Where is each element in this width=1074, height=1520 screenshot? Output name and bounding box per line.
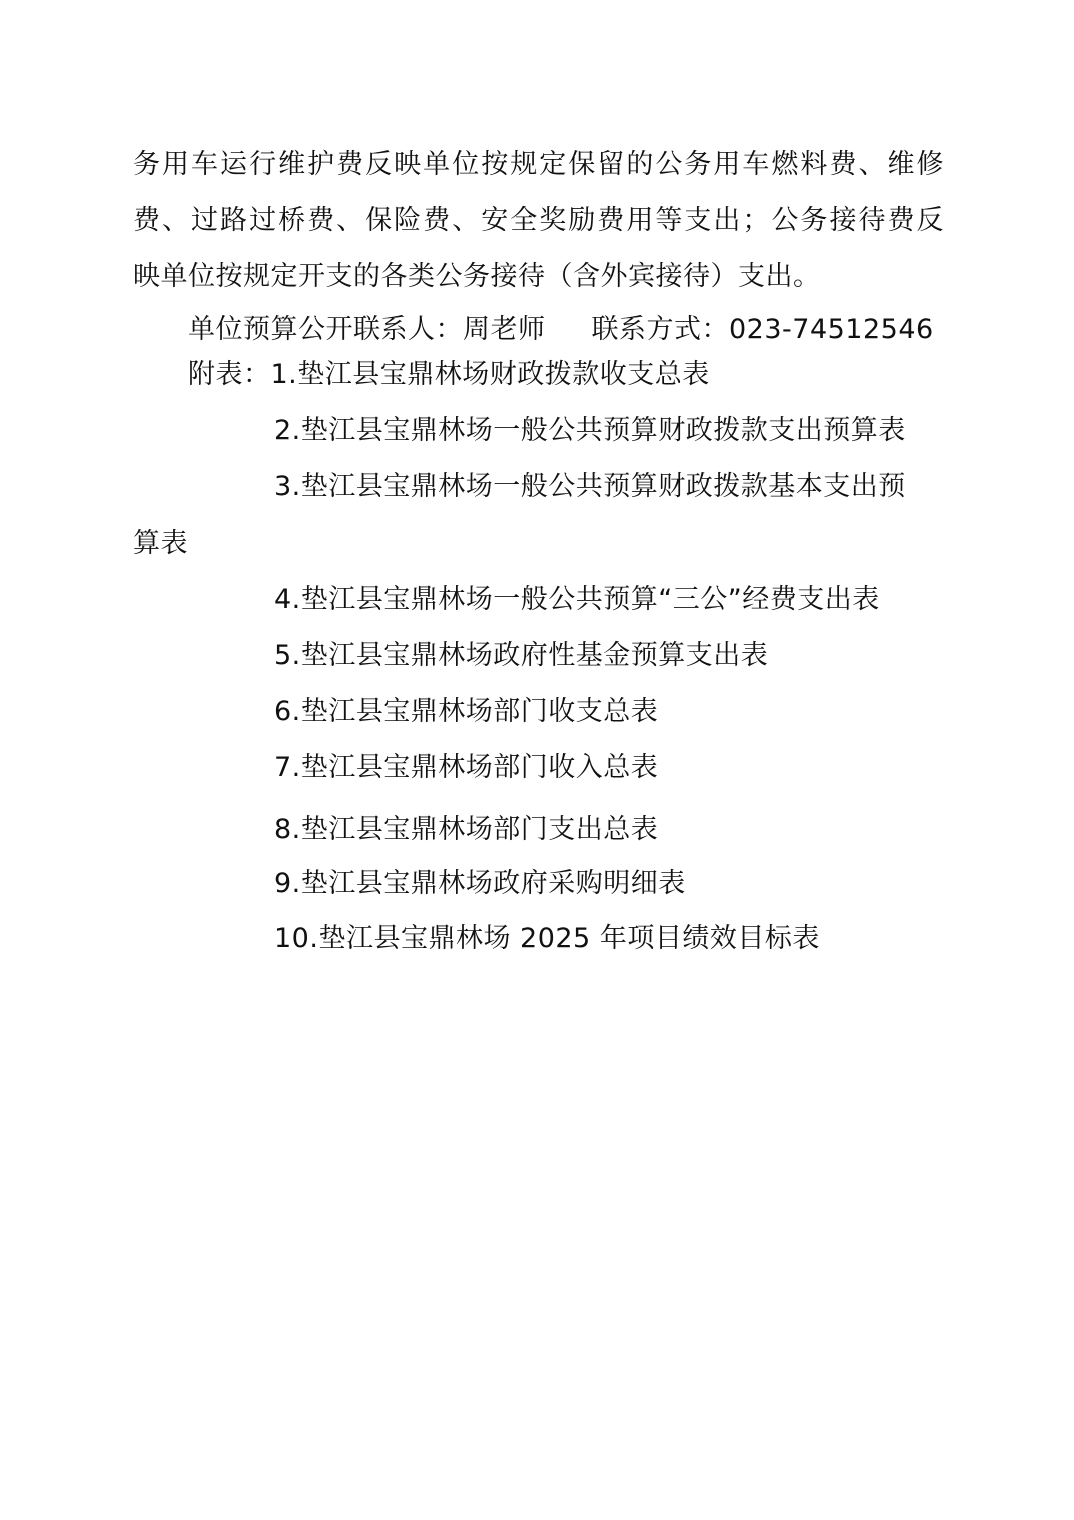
attachment-item: 3.垫江县宝鼎林场一般公共预算财政拨款基本支出预	[274, 471, 906, 502]
attachment-item: 4.垫江县宝鼎林场一般公共预算“三公”经费支出表	[274, 584, 880, 615]
contact-phone-label: 联系方式：	[591, 314, 729, 345]
attachment-item: 5.垫江县宝鼎林场政府性基金预算支出表	[274, 640, 769, 671]
attachment-item: 6.垫江县宝鼎林场部门收支总表	[274, 696, 659, 727]
contact-person-name: 周老师	[463, 314, 546, 345]
paragraph-line-2: 费、过路过桥费、保险费、安全奖励费用等支出；公务接待费反	[133, 205, 944, 236]
contact-person-label: 单位预算公开联系人：	[188, 314, 463, 345]
paragraph-line-1: 务用车运行维护费反映单位按规定保留的公务用车燃料费、维修	[133, 149, 944, 180]
attachment-item: 8.垫江县宝鼎林场部门支出总表	[274, 814, 659, 845]
attachment-item-continuation: 算表	[133, 528, 188, 559]
attachments-label: 附表：	[188, 359, 271, 390]
attachment-line-1	[188, 358, 710, 392]
attachment-item: 9.垫江县宝鼎林场政府采购明细表	[274, 868, 686, 899]
contact-phone: 023-74512546	[729, 314, 934, 345]
attachment-item: 2.垫江县宝鼎林场一般公共预算财政拨款支出预算表	[274, 415, 906, 446]
attachment-item: 10.垫江县宝鼎林场 2025 年项目绩效目标表	[274, 923, 820, 954]
paragraph-line-3: 映单位按规定开支的各类公务接待（含外宾接待）支出。	[133, 261, 821, 292]
attachment-item: 1.垫江县宝鼎林场财政拨款收支总表	[270, 359, 710, 390]
contact-line	[188, 313, 934, 347]
attachment-item: 7.垫江县宝鼎林场部门收入总表	[274, 752, 659, 783]
